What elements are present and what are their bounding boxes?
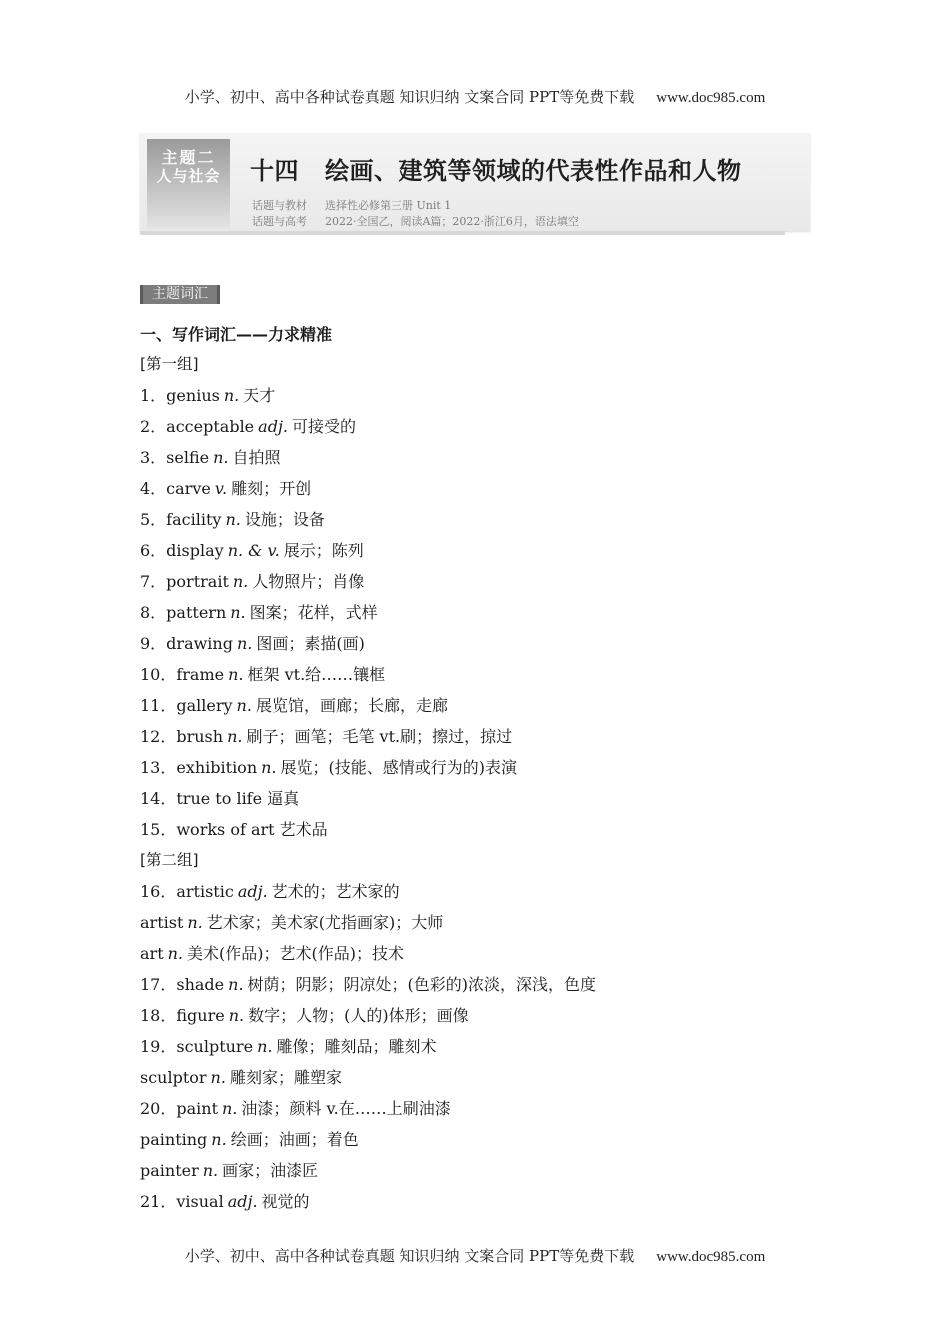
vocab-part-of-speech: n. [236,696,252,715]
vocab-meaning: 人物照片；肖像 [252,572,365,591]
vocab-line [140,972,596,995]
vocab-meaning: 油漆；颜料 v.在……上刷油漆 [241,1099,451,1118]
vocab-line [140,786,299,809]
vocab-term: 16．artistic [140,882,234,901]
vocab-term: 5．facility [140,510,222,529]
vocab-part-of-speech: n. [230,603,246,622]
vocab-meaning: 画家；油漆匠 [222,1161,319,1180]
vocab-part-of-speech: n. & v. [227,541,280,560]
vocab-meaning: 自拍照 [232,448,281,467]
vocab-line [140,1158,318,1181]
vocab-line [140,1189,310,1212]
vocab-term: 2．acceptable [140,417,255,436]
vocab-term: 17．shade [140,975,225,994]
vocab-meaning: 艺术家；美术家(尤指画家)；大师 [206,913,444,932]
vocab-part-of-speech: n. [232,572,249,591]
vocab-line [140,1034,436,1057]
vocab-term: 11．gallery [140,696,233,715]
vocab-term: painting [140,1130,208,1149]
vocab-line [140,910,443,933]
vocab-term: artist [140,913,184,932]
vocab-term: 21．visual [140,1192,224,1211]
vocab-line [140,538,364,561]
header-url[interactable]: www.doc985.com [656,90,766,106]
vocab-meaning: 图画；素描(画) [256,634,365,653]
vocab-part-of-speech: n. [213,448,229,467]
page-header [0,86,950,107]
vocab-meaning: 展览馆，画廊；长廊，走廊 [255,696,448,715]
vocab-term: 18．figure [140,1006,225,1025]
vocab-meaning: 雕像；雕刻品；雕刻术 [276,1037,437,1056]
vocab-part-of-speech: n. [223,386,240,405]
vocab-line [140,1003,469,1026]
meta-exam-value: 2022·全国乙，阅读A篇；2022·浙江6月，语法填空 [325,215,579,228]
vocab-line [140,848,199,870]
vocab-term: 10．frame [140,665,225,684]
vocab-meaning: 可接受的 [291,417,356,436]
topic-label-line2: 人与社会 [156,167,221,185]
vocab-meaning: 展览；(技能、感情或行为的)表演 [280,758,518,777]
meta-exam-label: 话题与高考 [252,215,307,228]
vocab-line [140,631,365,654]
vocab-meaning: 天才 [243,386,276,405]
meta-textbook-label: 话题与教材 [252,199,307,212]
vocab-term: 15．works of art 艺术品 [140,820,328,839]
vocab-term: painter [140,1161,199,1180]
vocab-term: 12．brush [140,727,224,746]
vocab-meaning: 绘画；油画；着色 [230,1130,359,1149]
meta-textbook-value: 选择性必修第三册 Unit 1 [325,199,452,212]
vocab-part-of-speech: n. [228,975,244,994]
vocab-line [140,414,356,437]
vocab-part-of-speech: n. [187,913,203,932]
vocab-part-of-speech: n. [210,1068,226,1087]
vocab-meaning: 图案；花样，式样 [249,603,378,622]
vocab-part-of-speech: n. [222,1099,238,1118]
vocab-meaning: 艺术的；艺术家的 [271,882,400,901]
vocab-term: 1．genius [140,386,220,405]
vocab-line [140,507,325,530]
vocab-meaning: 数字；人物；(人的)体形；画像 [248,1006,469,1025]
vocab-meaning: 树荫；阴影；阴凉处；(色彩的)浓淡，深浅，色度 [247,975,597,994]
banner-base-bar [140,231,785,235]
vocab-term: 3．selfie [140,448,210,467]
vocab-meaning: 雕刻家；雕塑家 [229,1068,342,1087]
vocab-term: 6．display [140,541,224,560]
topic-label-line1: 主题二 [161,148,216,167]
vocab-meaning: 视觉的 [261,1192,310,1211]
unit-title-text: 绘画、建筑等领域的代表性作品和人物 [325,157,742,185]
vocab-line [140,600,378,623]
vocab-term: [第二组] [140,851,199,869]
vocab-line [140,445,281,468]
vocab-part-of-speech: n. [261,758,277,777]
vocab-term: art [140,944,164,963]
meta-textbook [252,197,451,213]
vocab-line [140,879,400,902]
vocab-meaning: 美术(作品)；艺术(作品)；技术 [187,944,404,963]
vocab-term: [第一组] [140,355,199,373]
vocab-part-of-speech: adj. [227,1192,258,1211]
vocab-part-of-speech: n. [227,727,243,746]
vocab-part-of-speech: n. [228,665,244,684]
vocab-line [140,662,385,685]
vocab-line [140,693,448,716]
footer-text: 小学、初中、高中各种试卷真题 知识归纳 文案合同 PPT等免费下载 [184,1247,635,1265]
vocab-part-of-speech: v. [214,479,228,498]
vocab-term: 8．pattern [140,603,227,622]
vocab-line [140,941,404,964]
vocab-part-of-speech: n. [202,1161,219,1180]
vocab-line [140,476,311,499]
unit-title [250,151,742,186]
section-tag: 主题词汇 [140,285,220,304]
meta-exam [252,213,579,229]
vocab-part-of-speech: n. [225,510,241,529]
vocab-line [140,817,328,840]
vocab-part-of-speech: n. [257,1037,273,1056]
vocab-line [140,569,364,592]
vocab-part-of-speech: n. [167,944,184,963]
vocab-term: 19．sculpture [140,1037,254,1056]
vocab-term: 20．paint [140,1099,218,1118]
vocab-line [140,755,517,778]
vocab-line [140,724,512,747]
unit-number: 十四 [250,157,299,185]
vocab-line [140,1096,451,1119]
vocab-term: 13．exhibition [140,758,258,777]
footer-url[interactable]: www.doc985.com [656,1249,766,1265]
vocab-meaning: 雕刻；开创 [231,479,312,498]
topic-label-box [147,139,230,229]
vocab-part-of-speech: n. [228,1006,245,1025]
vocab-meaning: 框架 vt.给……镶框 [247,665,386,684]
vocab-meaning: 展示；陈列 [283,541,364,560]
vocab-line [140,383,275,406]
vocab-term: 14．true to life 逼真 [140,789,300,808]
vocab-line [140,1065,342,1088]
vocab-term: 9．drawing [140,634,233,653]
vocab-term: sculptor [140,1068,207,1087]
vocab-meaning: 设施；设备 [244,510,325,529]
vocab-part-of-speech: adj. [258,417,288,436]
vocab-line [140,1127,359,1150]
vocab-part-of-speech: adj. [237,882,268,901]
vocab-term: 4．carve [140,479,211,498]
page-footer [0,1245,950,1266]
vocab-meaning: 刷子；画笔；毛笔 vt.刷；擦过，掠过 [246,727,513,746]
vocab-part-of-speech: n. [236,634,253,653]
vocab-line [140,352,199,374]
header-text: 小学、初中、高中各种试卷真题 知识归纳 文案合同 PPT等免费下载 [184,88,635,106]
vocab-term: 7．portrait [140,572,229,591]
section-title: 一、写作词汇——力求精准 [140,325,333,344]
vocab-part-of-speech: n. [211,1130,227,1149]
